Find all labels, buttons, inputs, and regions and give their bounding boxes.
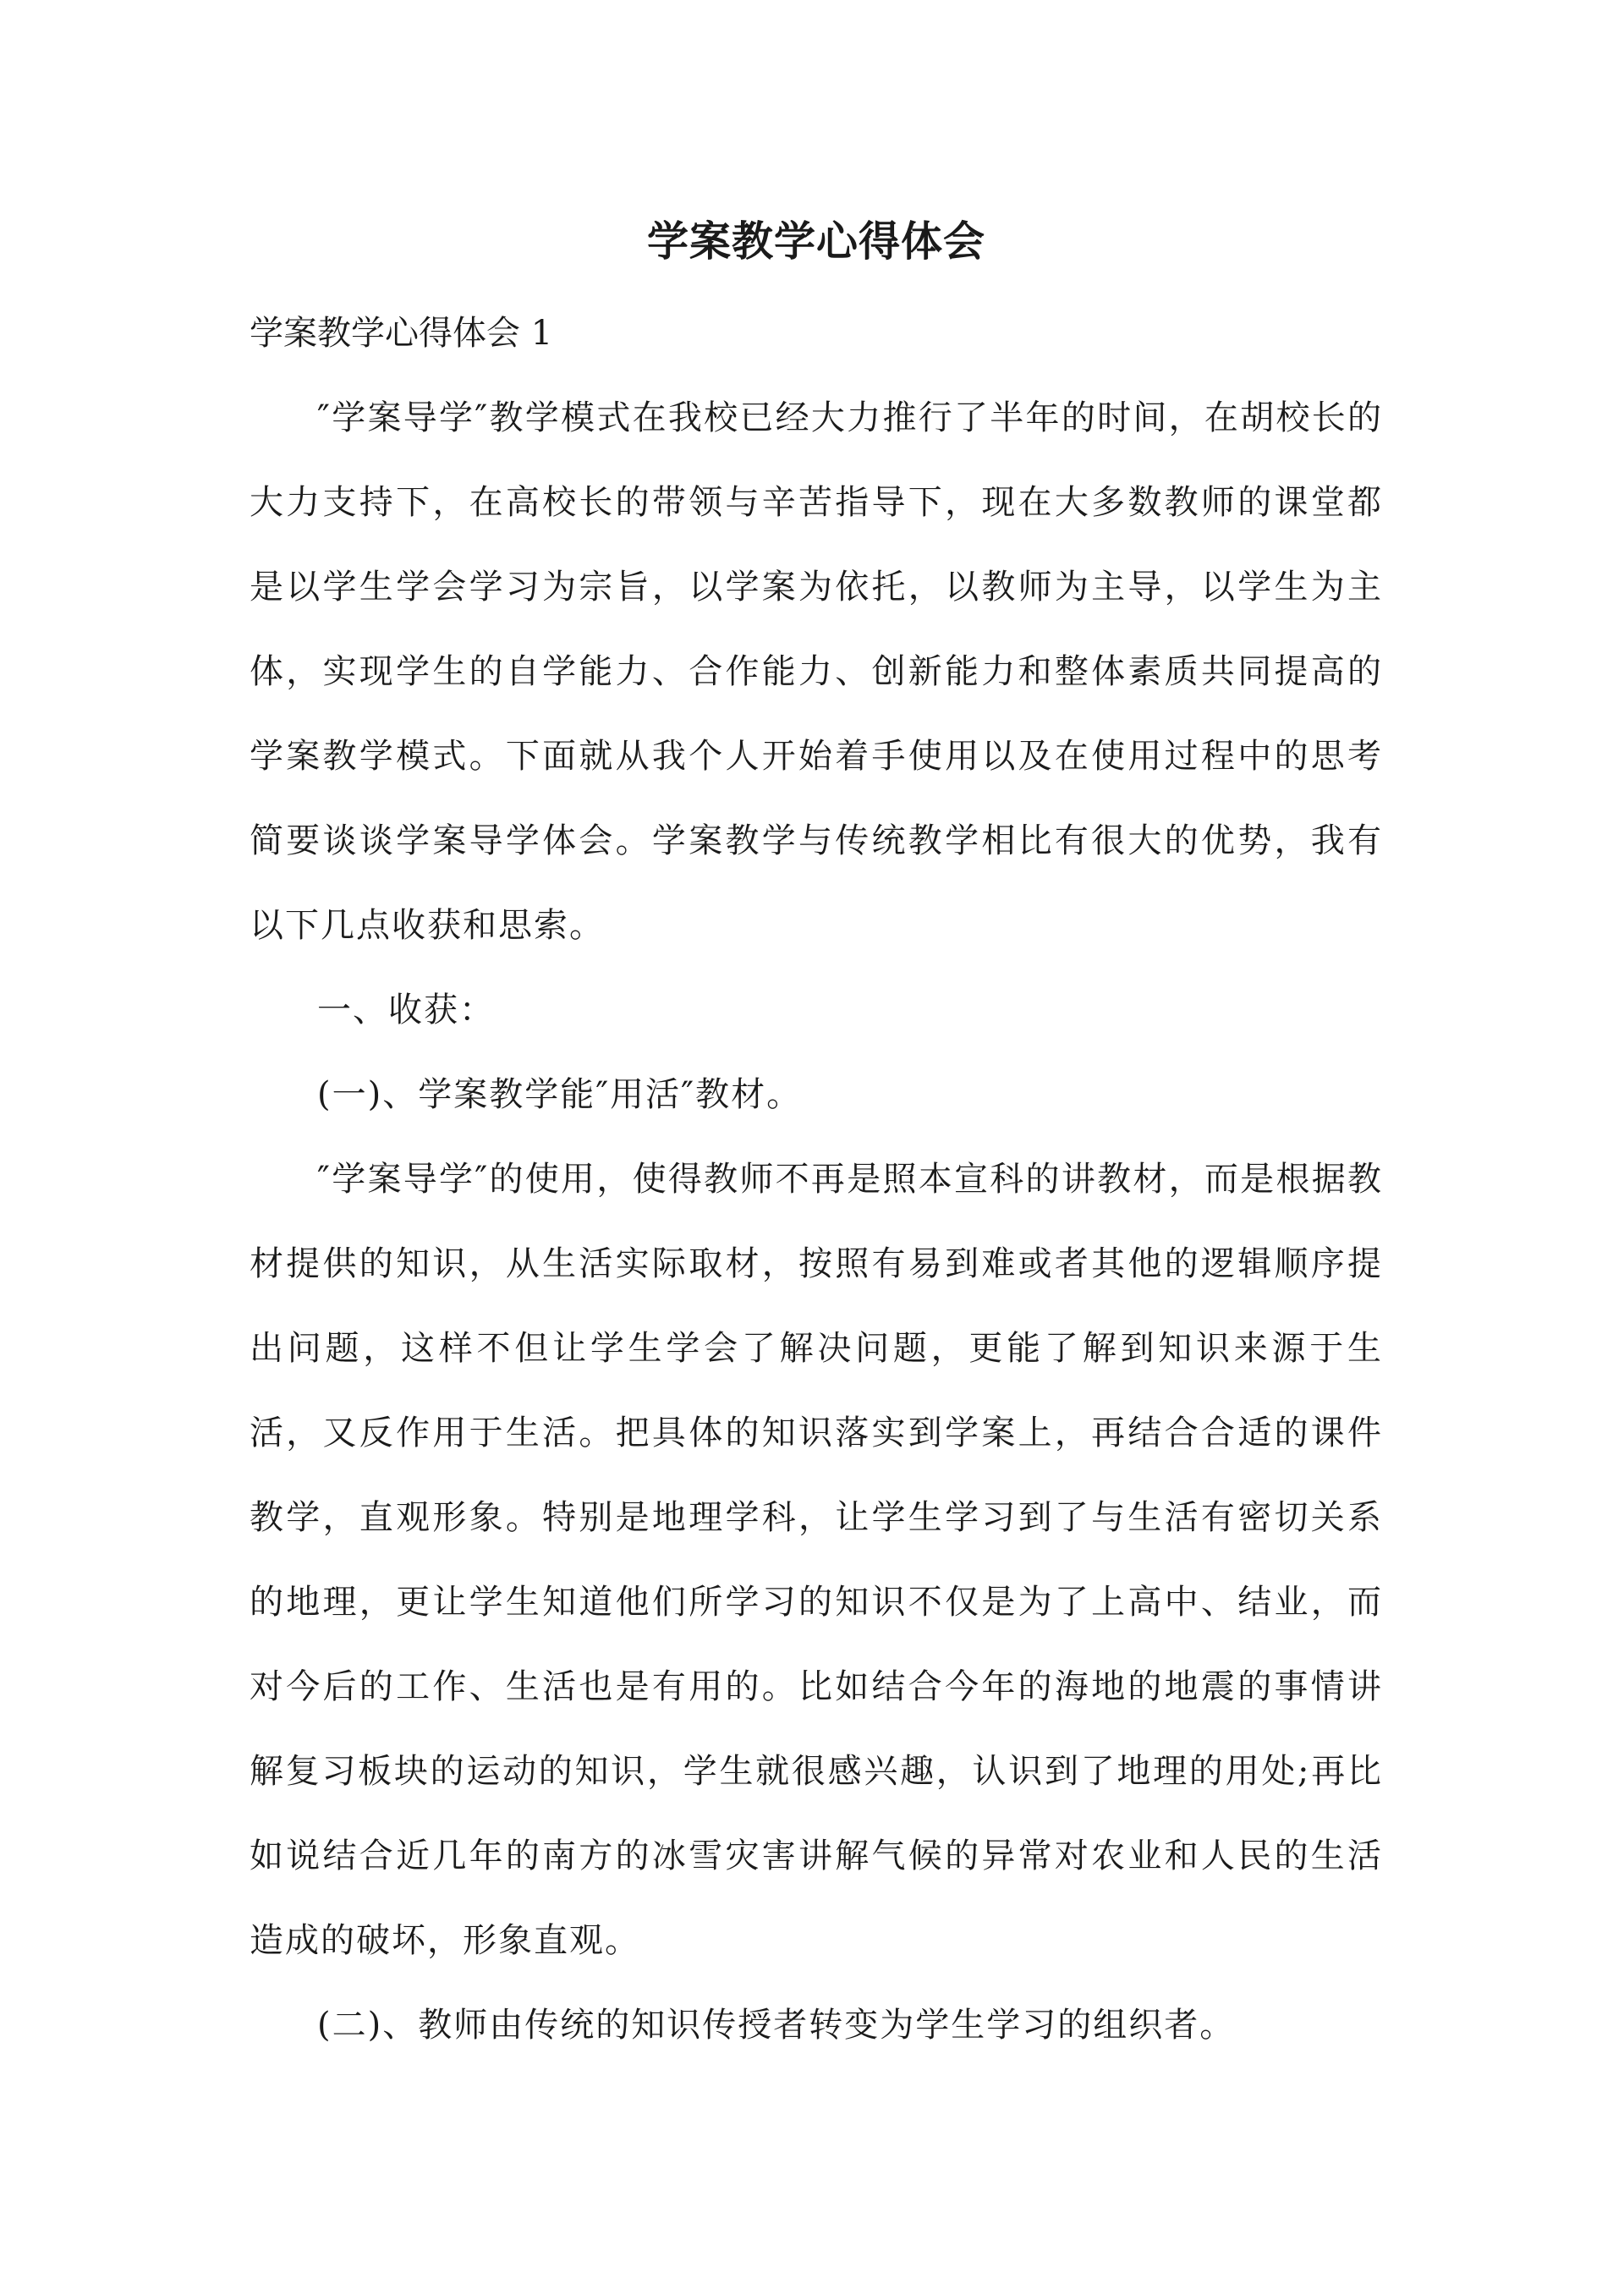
subheading-two: (二)、教师由传统的知识传授者转变为学生学习的组织者。 [317,2006,1236,2045]
document-body [250,203,1383,2067]
body-paragraph: ″学案导学″的使用，使得教师不再是照本宣科的讲教材，而是根据教材提供的知识，从生活实际取材，按照有易到难或者其他的逻辑顺序提出问题，这样不但让学生学会了解决问题，更能了解到知识来源于生活，又反作用于生活。把具体的知识落实到学案上，再结合合适的课件教学，直观形象。特别是地理学科，让学生学习到了与生活有密切关系的地理，更让学生知道他们所学习的知识不仅是为了上高中、结业，而对今后的工作、生活也是有用的。比如结合今年的海地的地震的事情讲解复习板块的运动的知识，学生就很感兴趣，认识到了地理的用处;再比如说结合近几年的南方的冰雪灾害讲解气候的异常对农业和人民的生活造成的破坏，形象直观。 [250,1160,1383,1960]
subheading-one: (一)、学案教学能″用活″教材。 [317,1075,803,1114]
document-title: 学案教学心得体会 [646,217,985,266]
intro-paragraph: ″学案导学″教学模式在我校已经大力推行了半年的时间，在胡校长的大力支持下，在高校长的带领与辛苦指导下，现在大多数教师的课堂都是以学生学会学习为宗旨，以学案为依托，以教师为主导，以学生为主体，实现学生的自学能力、合作能力、创新能力和整体素质共同提高的学案教学模式。下面就从我个人开始着手使用以及在使用过程中的思考简要谈谈学案导学体会。学案教学与传统教学相比有很大的优势，我有以下几点收获和思索。 [250,398,1383,945]
section-subtitle: 学案教学心得体会 1 [250,314,553,353]
heading-gains: 一、收获： [317,991,495,1029]
